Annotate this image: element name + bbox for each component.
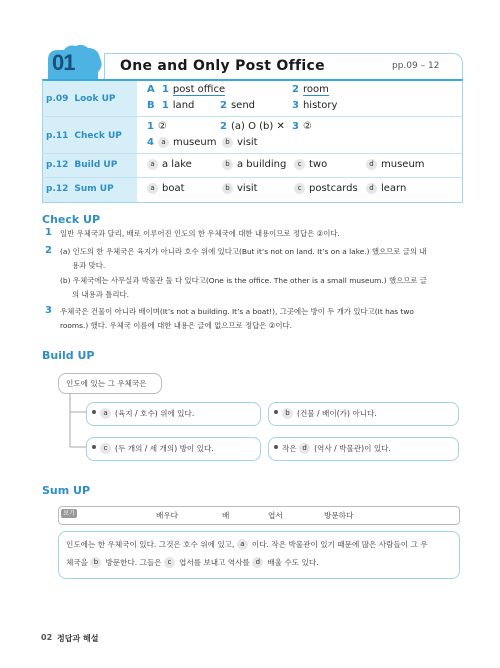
sum-up-heading: Sum UP	[42, 484, 91, 497]
word-bank-word: 배	[222, 511, 230, 520]
word-bank-word: 방문하다	[324, 511, 354, 520]
word-bank-tag: 보기	[61, 509, 77, 518]
row-label-look-up: p.09 Look UP	[46, 94, 116, 104]
footer-label: 정답과 해설	[57, 634, 99, 643]
check-up-explanation-1: 일반 우체국과 달리, 배로 이루어진 인도의 한 우체국에 대한 내용이므로 정답은 ②이다.	[60, 229, 340, 238]
word-bank-box	[58, 506, 460, 525]
look-up-a2: 2 room	[292, 84, 329, 95]
build-up-a: a a lake	[147, 159, 192, 170]
check-up-explanation-3-line1: 우체국은 건물이 아니라 배이며(It’s not a building. It’s a boat!), 그곳에는 방이 두 개가 있다고(It has two	[60, 307, 414, 316]
build-up-root-text: 인도에 있는 그 우체국은	[66, 379, 147, 388]
row-label-build-up: p.12 Build UP	[46, 160, 118, 170]
build-up-c: c two	[294, 159, 327, 170]
check-up-explanation-2a-line1: (a) 인도의 한 우체국은 육지가 아니라 호수 위에 있다고(But it’s not on land. It’s on a lake.) 했으므로 글의 내	[60, 247, 427, 256]
sum-up-d: d learn	[366, 183, 406, 194]
look-up-b2: 2 send	[220, 100, 256, 111]
check-up-explanation-2a-line2: 용과 맞다.	[72, 261, 106, 270]
build-up-item-b: b (건물 / 배이(가) 아니다.	[274, 408, 377, 419]
look-up-a1: A 1 post office	[147, 84, 226, 95]
build-up-item-a: a (육지 / 호수) 위에 있다.	[92, 408, 194, 419]
page-range: pp.09 – 12	[392, 61, 440, 71]
build-up-d: d museum	[366, 159, 425, 170]
check-up-item-number: 3	[45, 305, 52, 316]
look-up-b3: 3 history	[292, 100, 338, 111]
word-bank-word: 엽서	[268, 511, 283, 520]
check-up-heading: Check UP	[42, 213, 101, 226]
row-label-sum-up: p.12 Sum UP	[46, 184, 114, 194]
check-up-item-number: 2	[45, 245, 52, 256]
row-label-check-up: p.11 Check UP	[46, 131, 122, 141]
footer-page-number: 02	[41, 633, 53, 642]
build-up-b: b a building	[222, 159, 286, 170]
page-title: One and Only Post Office	[120, 58, 325, 74]
word-bank-word: 배우다	[156, 511, 179, 520]
build-up-item-d: 작은 d (역사 / 박물관)이 있다.	[274, 443, 391, 454]
look-up-b1: B 1 land	[147, 100, 195, 111]
check-up-explanation-3-line2: rooms.) 했다. 우체국 이름에 대한 내용은 글에 없으므로 정답은 ②이다.	[60, 321, 293, 330]
check-up-explanation-2b-line2: 의 내용과 틀리다.	[72, 290, 130, 299]
build-up-heading: Build UP	[42, 349, 95, 362]
sum-up-b: b visit	[222, 183, 258, 194]
check-up-explanation-2b-line1: (b) 우체국에는 사무실과 박물관 둘 다 있다고(One is the office. The other is a small museum.) 했으므로 글	[60, 276, 428, 285]
check-up-q3: 3 ②	[292, 121, 312, 132]
summary-line-1: 인도에는 한 우체국이 있다. 그것은 호수 위에 있고, a 이다. 작은 박물관이 있기 때문에 많은 사람들이 그 우	[66, 540, 428, 549]
check-up-q4: 4 a museum	[147, 137, 217, 148]
check-up-item-number: 1	[45, 227, 52, 238]
sum-up-a: a boat	[147, 183, 185, 194]
sum-up-c: c postcards	[294, 183, 358, 194]
check-up-q2: 2 (a) O (b) ✕	[220, 121, 285, 132]
summary-line-2: 체국을 b 방문한다. 그들은 c 엽서를 보내고 역사를 d 배울 수도 있다.	[66, 558, 319, 567]
check-up-q4b: b visit	[222, 137, 258, 148]
build-up-item-c: c (두 개의 / 세 개의) 방이 있다.	[92, 443, 214, 454]
check-up-q1: 1 ②	[147, 121, 167, 132]
section-number: 01	[52, 50, 75, 75]
